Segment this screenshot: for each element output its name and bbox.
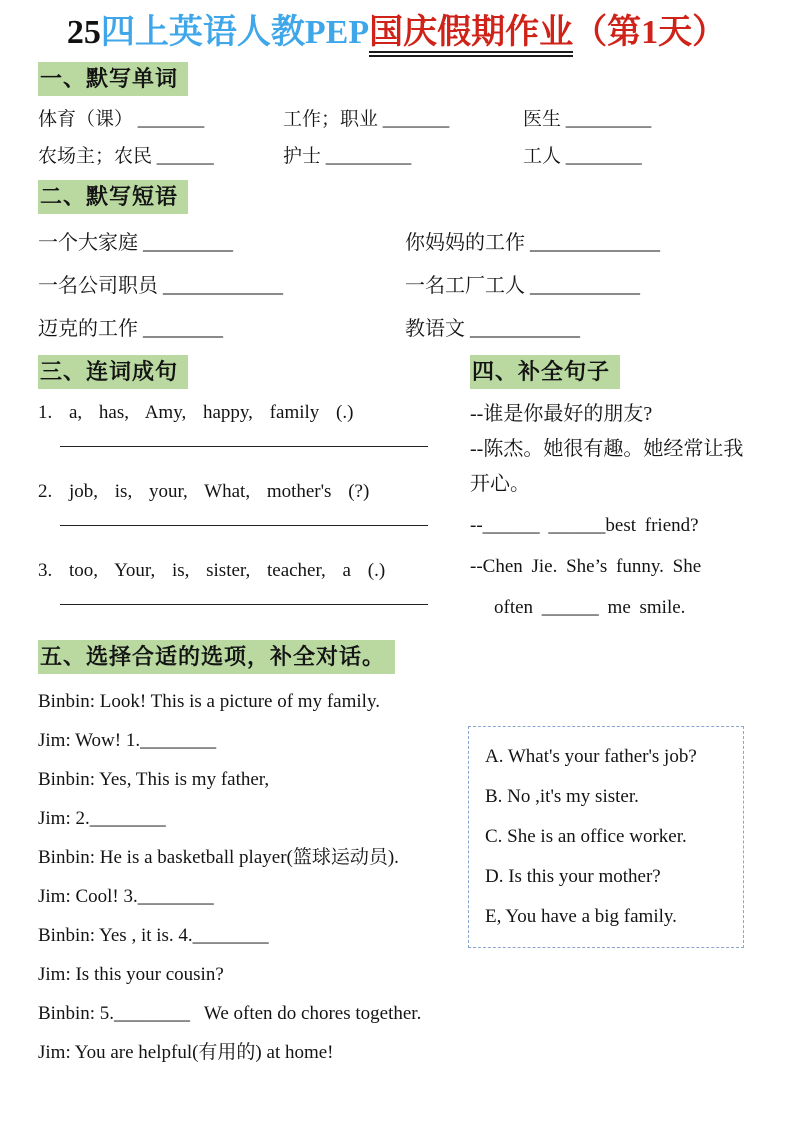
phrase-item: 一名工厂工人 ___________: [405, 275, 640, 297]
complete-line: --______ ______best friend?: [470, 515, 699, 536]
dialogue-line: Binbin: Look! This is a picture of my family.: [38, 691, 380, 712]
section-words: [38, 62, 755, 170]
option-item: E, You have a big family.: [485, 906, 677, 927]
complete-line: often ______ me smile.: [494, 597, 686, 618]
phrase-item: 教语文 ___________: [405, 318, 580, 340]
word-item: 农场主；农民 ______: [38, 146, 214, 167]
phrase-row: [38, 229, 755, 257]
complete-sentences: [470, 397, 755, 625]
word-item: 工作；职业 _______: [283, 109, 450, 130]
dialogue-line: Jim: You are helpful(有用的) at home!: [38, 1042, 334, 1063]
phrase-item: 迈克的工作 ________: [38, 318, 223, 340]
rearrange-sentence: 3. too, Your, is, sister, teacher, a (.): [38, 560, 386, 581]
word-item: 医生 _________: [523, 109, 652, 130]
word-item: 工人 ________: [523, 146, 642, 167]
phrase-item: 你妈妈的工作 _____________: [405, 232, 660, 254]
complete-line: 开心。: [470, 473, 530, 495]
dialogue-line: Jim: Cool! 3.________: [38, 886, 214, 907]
option-item: C. She is an office worker.: [485, 826, 687, 847]
section4-heading: 四、补全句子: [470, 355, 620, 389]
section-phrases: [38, 180, 755, 343]
options-box: [468, 726, 744, 948]
answer-line: [60, 604, 428, 605]
section3-heading: 三、连词成句: [38, 355, 188, 389]
rearrange-item: [38, 559, 470, 605]
rearrange-item: [38, 401, 470, 447]
option-item: D. Is this your mother?: [485, 866, 661, 887]
title-prefix: 25: [66, 14, 101, 51]
dialogue-line: Jim: 2.________: [38, 808, 166, 829]
page-title: [38, 10, 755, 56]
option-item: B. No ,it's my sister.: [485, 786, 639, 807]
dialogue-line: Binbin: Yes , it is. 4.________: [38, 925, 269, 946]
section-rearrange: [38, 355, 470, 638]
section-complete: [470, 355, 755, 638]
phrase-item: 一个大家庭 _________: [38, 232, 233, 254]
word-item: 体育（课） _______: [38, 109, 205, 130]
dialogue-line: Binbin: He is a basketball player(篮球运动员).: [38, 847, 399, 868]
word-item: 护士 _________: [283, 146, 412, 167]
answer-line: [60, 446, 428, 447]
complete-line: --Chen Jie. She’s funny. She: [470, 556, 702, 577]
dialogue-line: Jim: Is this your cousin?: [38, 964, 224, 985]
rearrange-sentence: 1. a, has, Amy, happy, family (.): [38, 402, 354, 423]
title-day: （第1天）: [573, 14, 727, 51]
section5-heading: 五、选择合适的选项，补全对话。: [38, 640, 395, 674]
word-row: [38, 107, 755, 133]
title-course: 四上英语人教PEP: [100, 14, 370, 51]
title-topic: 国庆假期作业: [369, 14, 573, 57]
option-item: A. What's your father's job?: [485, 746, 697, 767]
section2-heading: 二、默写短语: [38, 180, 188, 214]
phrase-row: [38, 315, 755, 343]
answer-line: [60, 525, 428, 526]
middle-columns: [38, 355, 755, 638]
phrase-item: 一名公司职员 ____________: [38, 275, 283, 297]
rearrange-sentence: 2. job, is, your, What, mother's (?): [38, 481, 370, 502]
complete-line: --谁是你最好的朋友?: [470, 403, 653, 425]
dialogue-line: Binbin: Yes, This is my father,: [38, 769, 270, 790]
dialogue-line: Binbin: 5.________ We often do chores together.: [38, 1003, 422, 1024]
rearrange-item: [38, 480, 470, 526]
complete-line: --陈杰。她很有趣。她经常让我: [470, 438, 744, 460]
section-dialogue: [38, 640, 755, 1072]
dialogue-line: Jim: Wow! 1.________: [38, 730, 217, 751]
phrase-row: [38, 272, 755, 300]
section1-heading: 一、默写单词: [38, 62, 188, 96]
word-row: [38, 144, 755, 170]
